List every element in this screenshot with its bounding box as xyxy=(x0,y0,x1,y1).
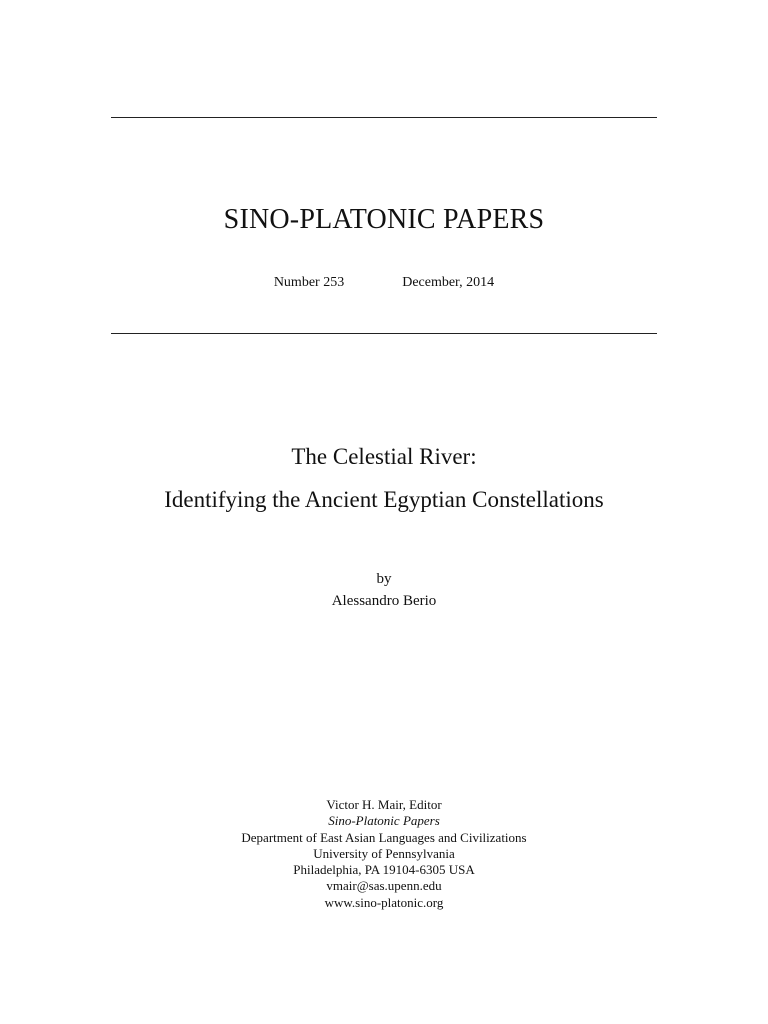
university: University of Pennsylvania xyxy=(313,845,455,861)
top-divider xyxy=(111,117,657,118)
series-title: SINO-PLATONIC PAPERS xyxy=(223,204,545,235)
editor-name: Victor H. Mair, Editor xyxy=(326,797,442,812)
bottom-divider xyxy=(111,333,657,334)
editor-info-block xyxy=(0,797,768,911)
author-name: Alessandro Berio xyxy=(331,593,437,609)
address: Philadelphia, PA 19104-6305 USA xyxy=(293,862,475,878)
website-link[interactable]: www.sino-platonic.org xyxy=(324,894,444,910)
issue-info xyxy=(0,274,768,292)
byline-by: by xyxy=(376,571,392,587)
issue-date: December, 2014 xyxy=(402,275,495,290)
email-link[interactable]: vmair@sas.upenn.edu xyxy=(326,878,442,894)
paper-title-line-1: The Celestial River: xyxy=(291,444,477,469)
issue-number: Number 253 xyxy=(273,275,345,290)
department: Department of East Asian Languages and Civilizations xyxy=(241,829,527,845)
publication-name: Sino-Platonic Papers xyxy=(328,813,440,829)
paper-title-line-2: Identifying the Ancient Egyptian Constellations xyxy=(164,487,604,512)
